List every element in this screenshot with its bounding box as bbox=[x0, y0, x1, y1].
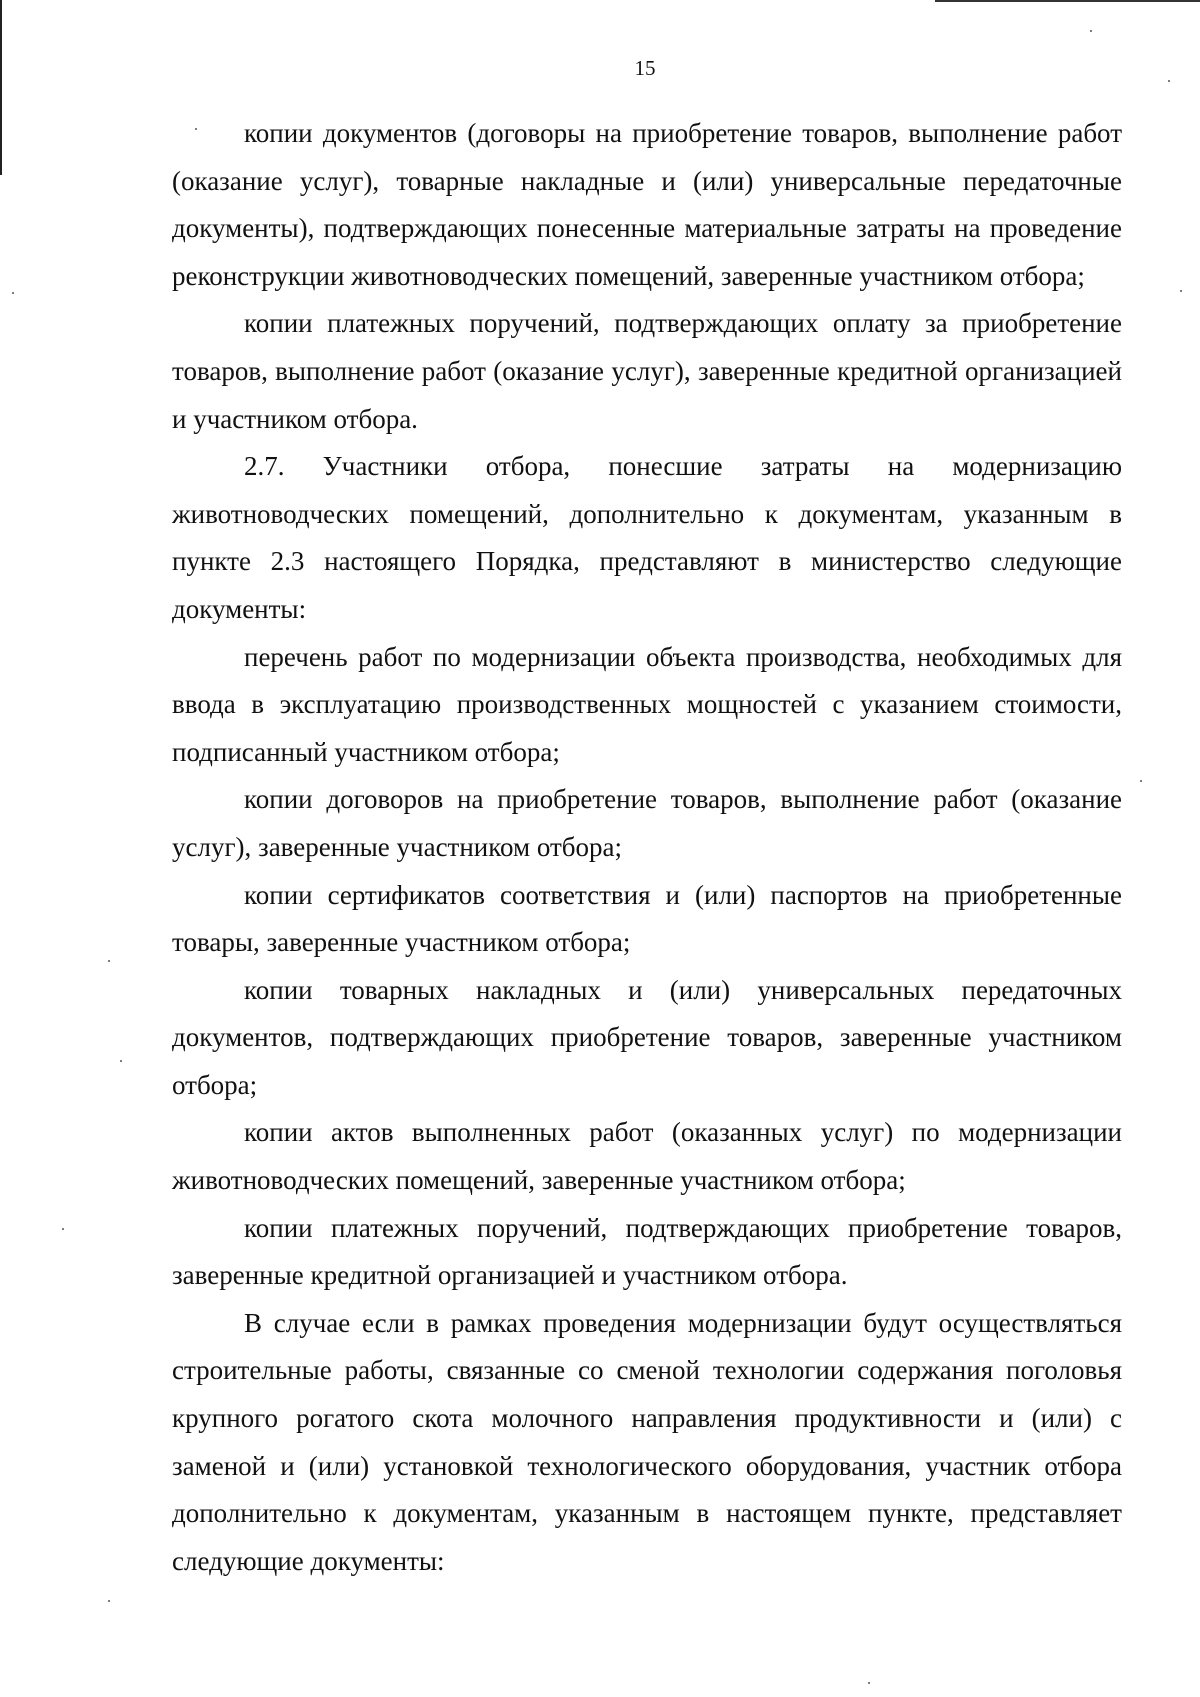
scan-speck bbox=[62, 1228, 64, 1230]
paragraph-work-acts: копии актов выполненных работ (оказанных услуг) по модернизации животноводческих помещений, заверенные участником отбора; bbox=[172, 1117, 1122, 1196]
paragraph-certificates: копии сертификатов соответствия и (или) паспортов на приобретенные товары, заверенные участником отбора; bbox=[172, 879, 1122, 958]
scan-speck bbox=[868, 1682, 870, 1684]
document-body bbox=[172, 110, 1122, 1585]
paragraph-construction-case: В случае если в рамках проведения модернизации будут осуществляться строительные работы, связанные со сменой технологии содержания поголовья крупного рогатого скота молочного направления продуктивности и (или) с заменой и (или) установкой технологического оборудования, участник отбора дополнительно к документам, указанным в настоящем пункте, представляет следующие документы: bbox=[172, 1307, 1122, 1576]
scan-edge-left bbox=[0, 0, 2, 175]
scan-edge-top bbox=[935, 0, 1200, 2]
paragraph-clause-2-7: 2.7. Участники отбора, понесшие затраты на модернизацию животноводческих помещений, дополнительно к документам, указанным в пункте 2.3 настоящего Порядка, представляют в министерство следующие документы: bbox=[172, 451, 1122, 624]
paragraph-payment-acquisition: копии платежных поручений, подтверждающих приобретение товаров, заверенные кредитной организацией и участником отбора. bbox=[172, 1212, 1122, 1291]
scan-speck bbox=[120, 1060, 122, 1062]
scan-speck bbox=[1140, 780, 1142, 782]
scan-speck bbox=[108, 960, 110, 962]
paragraph-works-list: перечень работ по модернизации объекта производства, необходимых для ввода в эксплуатацию производственных мощностей с указанием стоимости, подписанный участником отбора; bbox=[172, 641, 1122, 767]
paragraph-payment-orders: копии платежных поручений, подтверждающих оплату за приобретение товаров, выполнение работ (оказание услуг), заверенные кредитной организацией и участником отбора. bbox=[172, 308, 1122, 434]
scan-speck bbox=[1180, 290, 1182, 292]
scan-speck bbox=[1090, 30, 1092, 32]
paragraph-waybills: копии товарных накладных и (или) универсальных передаточных документов, подтверждающих приобретение товаров, заверенные участником отбора; bbox=[172, 974, 1122, 1100]
scan-speck bbox=[12, 292, 14, 294]
paragraph-reconstruction-documents: копии документов (договоры на приобретение товаров, выполнение работ (оказание услуг), товарные накладные и (или) универсальные передаточные документы), подтверждающих понесенные материальные затраты на проведение реконструкции животноводческих помещений, заверенные участником отбора; bbox=[172, 118, 1122, 291]
scan-speck bbox=[1168, 80, 1170, 82]
scan-speck bbox=[108, 1600, 110, 1602]
paragraph-contracts: копии договоров на приобретение товаров, выполнение работ (оказание услуг), заверенные участником отбора; bbox=[172, 784, 1122, 862]
page-number: 15 bbox=[634, 56, 656, 80]
